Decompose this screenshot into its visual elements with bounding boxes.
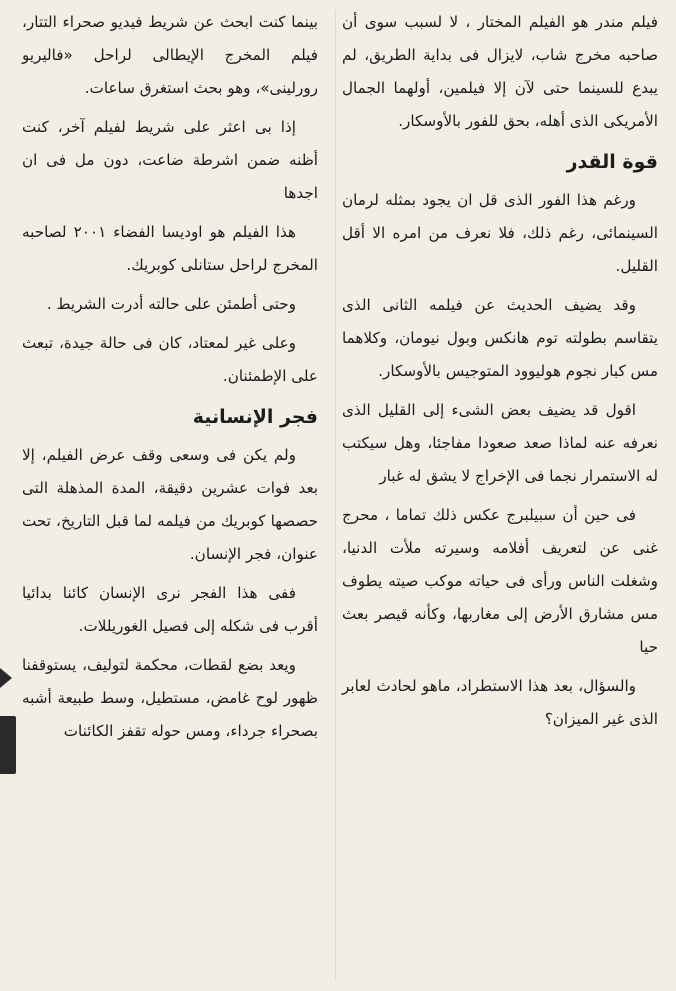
paragraph: وعلى غير لمعتاد، كان فى حالة جيدة، تبعث على الإطمئنان. xyxy=(22,334,318,385)
paragraph: ورغم هذا الفور الذى قل ان يجود بمثله لرمان السينمائى، رغم ذلك، فلا نعرف من امره الا أقل القليل. xyxy=(342,191,658,275)
article-column-right xyxy=(342,6,658,991)
article-column-left xyxy=(22,6,318,991)
paragraph: والسؤال، بعد هذا الاستطراد، ماهو لحادث لعابر الذى غير الميزان؟ xyxy=(342,677,658,728)
page-edge-tab xyxy=(0,716,16,774)
section-heading-dawn-of-humanity: فجر الإنسانية xyxy=(192,406,318,428)
section-heading-power-of-fate: قوة القدر xyxy=(566,151,658,173)
paragraph: فيلم مندر هو الفيلم المختار ، لا لسبب سوى أن صاحبه مخرج شاب، لايزال فى بداية الطريق، لم يبدع للسينما حتى لآن إلا فيلمين، أولهما الجمال الأمريكى الذى أهله، بحق للفور بالأوسكار. xyxy=(342,13,658,130)
paragraph: هذا الفيلم هو اوديسا الفضاء ٢٠٠١ لصاحبه المخرج لراحل ستانلى كوبريك. xyxy=(22,223,318,274)
paragraph: اقول قد يضيف بعض الشىء إلى القليل الذى نعرفه عنه لماذا صعد صعودا مفاجئا، وهل سيكتب له الاستمرار نجما فى الإخراج لا يشق له غبار xyxy=(342,401,658,485)
page-edge-marker xyxy=(0,668,12,688)
paragraph: وحتى أطمئن على حالته أدرت الشريط . xyxy=(46,295,296,313)
paragraph: فى حين أن سبيلبرج عكس ذلك تماما ، محرج غنى عن لتعريف أفلامه وسيرته ملأت الدنيا، وشغلت الناس ورأى فى حياته موكب صيته يطوف مس مشارق الأرض إلى مغاربها، وكأنه قيصر بعث حيا xyxy=(342,506,658,656)
paragraph: ويعد بضع لقطات، محكمة لتوليف، يستوقفنا ظهور لوح غامض، مستطيل، وسط طبيعة أشبه بصحراء جرداء، ومس حوله تقفز الكائنات xyxy=(22,656,318,740)
paragraph: ولم يكن فى وسعى وقف عرض الفيلم، إلا بعد فوات عشرين دقيقة، المدة المذهلة التى حصصها كوبريك من فيلمه لما قبل التاريخ، تحت عنوان، فجر الإنسان. xyxy=(22,446,318,563)
column-divider xyxy=(335,10,336,981)
paragraph: بينما كنت ابحث عن شريط فيديو صحراء التتار، فيلم المخرج الإيطالى لراحل «فاليريو رورلينى»، وهو بحث استغرق ساعات. xyxy=(22,13,318,97)
paragraph: إذا بى اعثر على شريط لفيلم آخر، كنت أظنه ضمن اشرطة ضاعت، دون مل فى ان اجدها xyxy=(22,118,318,202)
paragraph: ففى هذا الفجر نرى الإنسان كائنا بدائيا أقرب فى شكله إلى فصيل الغوريللات. xyxy=(22,584,318,635)
paragraph: وقد يضيف الحديث عن فيلمه الثانى الذى يتقاسم بطولته توم هانكس وبول نيومان، وكلاهما مس كبار نجوم هوليوود المتوجيس بالأوسكار. xyxy=(342,296,658,380)
